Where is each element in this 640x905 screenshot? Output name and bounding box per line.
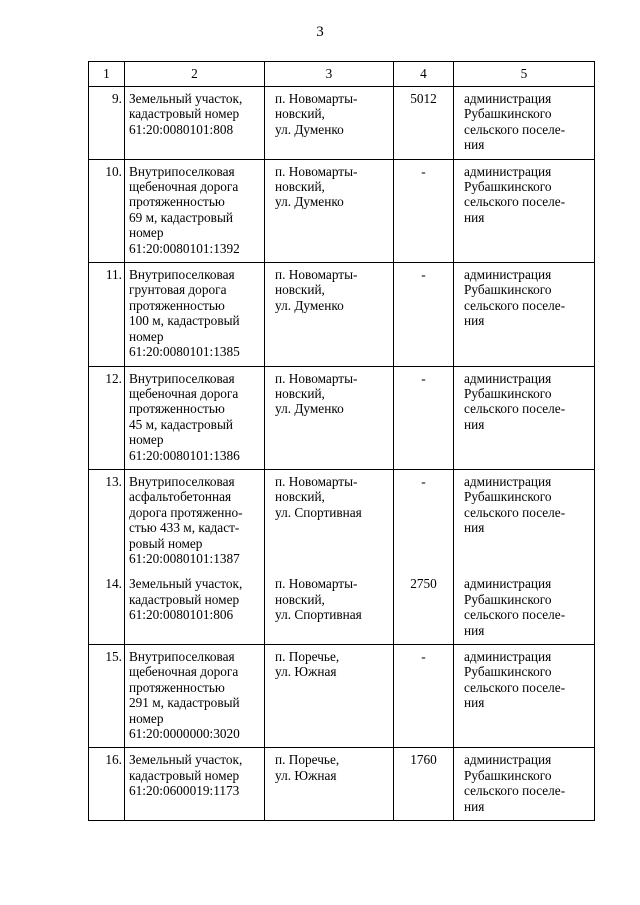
object-owner-line: Рубашкинского bbox=[464, 767, 552, 783]
object-owner-line: сельского поселе- bbox=[464, 679, 566, 695]
object-name-line: 61:20:0080101:1385 bbox=[129, 344, 240, 360]
column-header: 3 bbox=[265, 62, 394, 87]
object-name-line: номер bbox=[129, 710, 164, 726]
object-name-line: Внутрипоселковая bbox=[129, 649, 235, 664]
object-owner-line: администрация bbox=[464, 91, 552, 106]
object-owner-line: сельского поселе- bbox=[464, 783, 566, 799]
object-address-line: ул. Думенко bbox=[275, 297, 344, 313]
object-name-line: номер bbox=[129, 328, 164, 344]
object-name bbox=[125, 159, 265, 262]
column-header: 4 bbox=[394, 62, 454, 87]
object-owner-line: администрация bbox=[464, 576, 552, 592]
object-owner-line: ния bbox=[464, 137, 485, 153]
object-owner-line: ния bbox=[464, 313, 485, 329]
object-name-line: щебеночная дорога bbox=[129, 385, 239, 401]
object-address-line: п. Новомарты- bbox=[275, 91, 358, 106]
object-address bbox=[265, 159, 394, 262]
object-name-line: ровый номер bbox=[129, 535, 203, 551]
object-area: - bbox=[394, 366, 454, 469]
row-number: 14. bbox=[89, 572, 125, 644]
table-body bbox=[89, 87, 595, 821]
object-owner-line: ния bbox=[464, 695, 485, 711]
object-area: 1760 bbox=[394, 748, 454, 821]
object-owner-line: ния bbox=[464, 520, 485, 536]
object-name-line: щебеночная дорога bbox=[129, 664, 239, 680]
object-name-line: грунтовая дорога bbox=[129, 282, 227, 298]
object-name-line: Внутрипоселковая bbox=[129, 473, 235, 489]
page-number: 3 bbox=[316, 24, 324, 40]
object-name-line: кадастровый номер bbox=[129, 591, 240, 607]
object-owner bbox=[454, 263, 595, 366]
table-row bbox=[89, 748, 595, 821]
object-owner bbox=[454, 645, 595, 748]
object-name-line: Внутрипоселковая bbox=[129, 370, 235, 386]
row-number: 15. bbox=[89, 645, 125, 748]
object-name-line: 61:20:0080101:808 bbox=[129, 121, 234, 137]
object-name bbox=[125, 572, 265, 644]
object-owner-line: администрация bbox=[464, 267, 552, 283]
object-name-line: Внутрипоселковая bbox=[129, 163, 235, 179]
object-address-line: ул. Спортивная bbox=[275, 607, 362, 623]
object-owner-line: администрация bbox=[464, 370, 552, 386]
object-name bbox=[125, 748, 265, 821]
object-address bbox=[265, 572, 394, 644]
row-number: 11. bbox=[89, 263, 125, 366]
table-row bbox=[89, 572, 595, 644]
object-address-line: п. Поречье, bbox=[275, 649, 340, 664]
object-address-line: новский, bbox=[275, 106, 325, 122]
table-row bbox=[89, 366, 595, 469]
object-owner-line: сельского поселе- bbox=[464, 121, 566, 137]
object-name-line: Земельный участок, bbox=[129, 91, 243, 106]
row-number: 9. bbox=[89, 87, 125, 160]
object-owner bbox=[454, 159, 595, 262]
object-name-line: протяженностью bbox=[129, 194, 225, 210]
object-owner-line: администрация bbox=[464, 163, 552, 179]
object-owner-line: Рубашкинского bbox=[464, 385, 552, 401]
object-name-line: щебеночная дорога bbox=[129, 179, 239, 195]
object-name-line: протяженностью bbox=[129, 401, 225, 417]
object-name-line: 61:20:0000000:3020 bbox=[129, 726, 240, 742]
object-owner-line: Рубашкинского bbox=[464, 282, 552, 298]
object-name-line: кадастровый номер bbox=[129, 106, 240, 122]
object-address-line: новский, bbox=[275, 591, 325, 607]
object-name-line: 61:20:0080101:1392 bbox=[129, 240, 240, 256]
row-number: 10. bbox=[89, 159, 125, 262]
table-row bbox=[89, 263, 595, 366]
object-address-line: п. Новомарты- bbox=[275, 267, 358, 283]
row-number: 12. bbox=[89, 366, 125, 469]
object-owner-line: ния bbox=[464, 209, 485, 225]
object-area: - bbox=[394, 263, 454, 366]
object-name-line: 69 м, кадастровый bbox=[129, 209, 234, 225]
object-address-line: ул. Думенко bbox=[275, 401, 344, 417]
object-name bbox=[125, 469, 265, 572]
object-area: - bbox=[394, 469, 454, 572]
object-name-line: кадастровый номер bbox=[129, 767, 240, 783]
object-name-line: 45 м, кадастровый bbox=[129, 416, 234, 432]
object-address bbox=[265, 748, 394, 821]
object-owner-line: Рубашкинского bbox=[464, 489, 552, 505]
object-area: - bbox=[394, 645, 454, 748]
object-owner-line: сельского поселе- bbox=[464, 401, 566, 417]
object-name-line: протяженностью bbox=[129, 679, 225, 695]
object-owner-line: сельского поселе- bbox=[464, 607, 566, 623]
object-name-line: 61:20:0600019:1173 bbox=[129, 783, 240, 799]
table-row bbox=[89, 645, 595, 748]
object-owner-line: администрация bbox=[464, 649, 552, 664]
object-address-line: п. Новомарты- bbox=[275, 473, 358, 489]
object-name-line: 61:20:0080101:806 bbox=[129, 607, 234, 623]
object-address-line: новский, bbox=[275, 179, 325, 195]
object-owner-line: ния bbox=[464, 416, 485, 432]
object-name-line: стью 433 м, кадаст- bbox=[129, 520, 240, 536]
object-address-line: новский, bbox=[275, 489, 325, 505]
object-area: 5012 bbox=[394, 87, 454, 160]
object-address-line: п. Поречье, bbox=[275, 752, 340, 768]
object-address-line: ул. Южная bbox=[275, 664, 337, 680]
column-header: 2 bbox=[125, 62, 265, 87]
object-name-line: Внутрипоселковая bbox=[129, 267, 235, 283]
object-address-line: ул. Думенко bbox=[275, 121, 344, 137]
object-owner-line: Рубашкинского bbox=[464, 106, 552, 122]
object-owner-line: сельского поселе- bbox=[464, 194, 566, 210]
object-address-line: п. Новомарты- bbox=[275, 370, 358, 386]
object-owner-line: Рубашкинского bbox=[464, 591, 552, 607]
object-address-line: ул. Спортивная bbox=[275, 504, 362, 520]
object-address-line: новский, bbox=[275, 282, 325, 298]
object-owner bbox=[454, 366, 595, 469]
object-name-line: номер bbox=[129, 432, 164, 448]
object-address-line: ул. Думенко bbox=[275, 194, 344, 210]
object-owner-line: сельского поселе- bbox=[464, 504, 566, 520]
object-address-line: новский, bbox=[275, 385, 325, 401]
object-name-line: номер bbox=[129, 225, 164, 241]
row-number: 16. bbox=[89, 748, 125, 821]
object-owner-line: ния bbox=[464, 798, 485, 814]
object-owner-line: Рубашкинского bbox=[464, 179, 552, 195]
object-address bbox=[265, 366, 394, 469]
object-owner bbox=[454, 572, 595, 644]
object-address bbox=[265, 87, 394, 160]
object-owner-line: администрация bbox=[464, 473, 552, 489]
object-name-line: протяженностью bbox=[129, 297, 225, 313]
object-owner-line: Рубашкинского bbox=[464, 664, 552, 680]
table-row bbox=[89, 159, 595, 262]
column-header: 1 bbox=[89, 62, 125, 87]
object-owner-line: администрация bbox=[464, 752, 552, 768]
property-table bbox=[88, 61, 595, 821]
object-name bbox=[125, 366, 265, 469]
object-name bbox=[125, 263, 265, 366]
object-name-line: асфальтобетонная bbox=[129, 489, 232, 505]
object-address bbox=[265, 263, 394, 366]
table-row bbox=[89, 87, 595, 160]
object-name-line: 100 м, кадастровый bbox=[129, 313, 240, 329]
object-address-line: п. Новомарты- bbox=[275, 163, 358, 179]
object-address-line: п. Новомарты- bbox=[275, 576, 358, 592]
object-name-line: 291 м, кадастровый bbox=[129, 695, 240, 711]
table-row bbox=[89, 469, 595, 572]
object-name-line: Земельный участок, bbox=[129, 752, 243, 768]
object-area: - bbox=[394, 159, 454, 262]
object-name bbox=[125, 645, 265, 748]
object-name-line: 61:20:0080101:1387 bbox=[129, 550, 240, 566]
object-address-line: ул. Южная bbox=[275, 767, 337, 783]
object-owner bbox=[454, 748, 595, 821]
object-name bbox=[125, 87, 265, 160]
object-name-line: 61:20:0080101:1386 bbox=[129, 447, 240, 463]
object-owner bbox=[454, 469, 595, 572]
row-number: 13. bbox=[89, 469, 125, 572]
column-header: 5 bbox=[454, 62, 595, 87]
object-owner-line: ния bbox=[464, 622, 485, 638]
object-owner-line: сельского поселе- bbox=[464, 297, 566, 313]
object-name-line: дорога протяженно- bbox=[129, 504, 243, 520]
table-header-row bbox=[89, 62, 595, 87]
object-area: 2750 bbox=[394, 572, 454, 644]
object-owner bbox=[454, 87, 595, 160]
object-name-line: Земельный участок, bbox=[129, 576, 243, 592]
object-address bbox=[265, 645, 394, 748]
object-address bbox=[265, 469, 394, 572]
